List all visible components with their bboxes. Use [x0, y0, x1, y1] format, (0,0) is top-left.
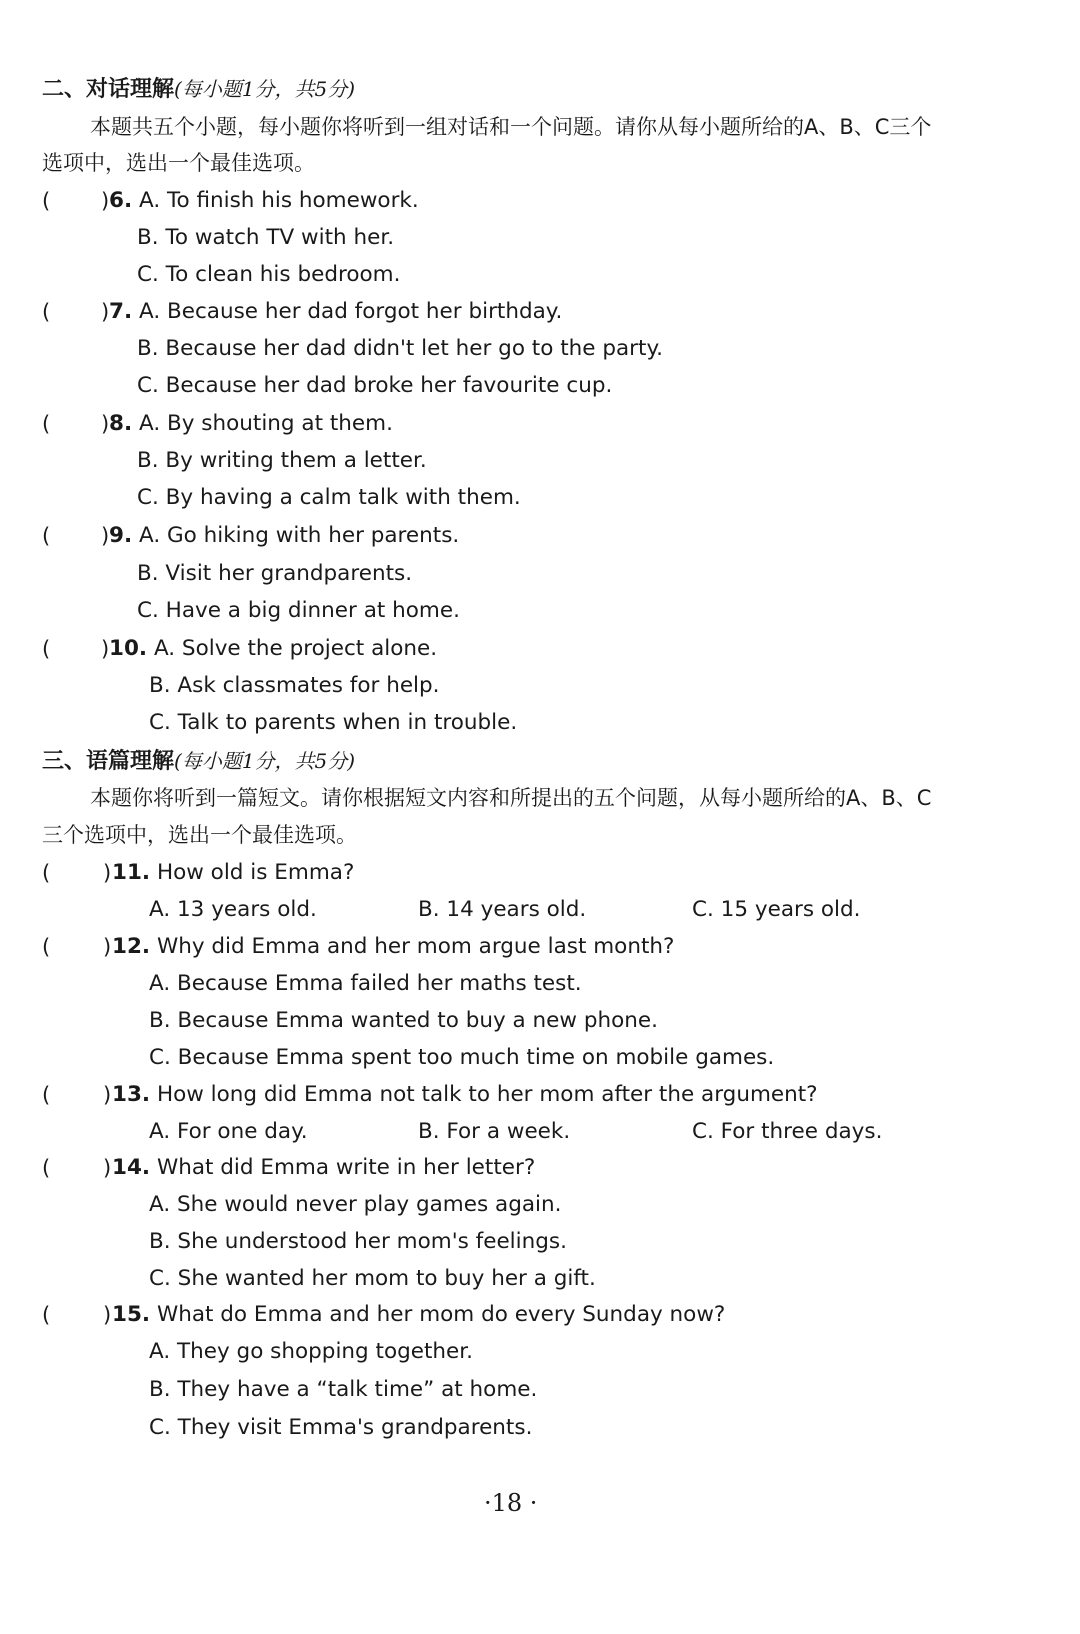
question-13-option-a: A. For one day. — [149, 1119, 308, 1144]
answer-blank-open: ( — [42, 300, 51, 324]
question-number: 10. — [109, 636, 148, 661]
question-number: 15. — [112, 1302, 151, 1327]
question-number: 9. — [109, 523, 133, 548]
question-14-stem — [112, 1153, 535, 1183]
question-number: 8. — [109, 411, 133, 436]
question-7-option-a — [109, 297, 562, 327]
answer-blank-close: ) — [101, 412, 110, 436]
question-13-option-c: C. For three days. — [692, 1119, 883, 1144]
section-2-instruction-line-2: 选项中，选出一个最佳选项。 — [42, 151, 315, 175]
question-number: 7. — [109, 299, 133, 324]
question-11-option-b: B. 14 years old. — [418, 897, 587, 922]
question-6-option-c: C. To clean his bedroom. — [137, 262, 401, 287]
question-number: 14. — [112, 1155, 151, 1180]
question-stem-text: What did Emma write in her letter? — [156, 1155, 536, 1180]
option-a-text: A. By shouting at them. — [138, 411, 393, 436]
section-3-instruction-line-2: 三个选项中，选出一个最佳选项。 — [42, 823, 357, 847]
question-11-option-c: C. 15 years old. — [692, 897, 861, 922]
answer-blank-close: ) — [103, 1303, 112, 1327]
question-stem-text: How long did Emma not talk to her mom after the argument? — [156, 1082, 818, 1107]
section-3-title — [42, 746, 355, 777]
answer-blank-close: ) — [103, 861, 112, 885]
section-3-score: (每小题1分，共5分) — [174, 749, 356, 773]
question-15-option-c: C. They visit Emma's grandparents. — [149, 1415, 533, 1440]
question-number: 11. — [112, 860, 151, 885]
answer-blank-close: ) — [101, 637, 110, 661]
question-14-option-b: B. She understood her mom's feelings. — [149, 1229, 567, 1254]
question-8-option-c: C. By having a calm talk with them. — [137, 485, 521, 510]
question-15-stem — [112, 1300, 725, 1330]
question-12-option-b: B. Because Emma wanted to buy a new phone. — [149, 1008, 658, 1033]
question-8-option-b: B. By writing them a letter. — [137, 448, 427, 473]
question-8-option-a — [109, 409, 393, 439]
question-10-option-a — [109, 634, 437, 664]
question-6-option-a — [109, 186, 419, 216]
answer-blank-close: ) — [103, 1156, 112, 1180]
option-a-text: A. Solve the project alone. — [153, 636, 438, 661]
answer-blank-open: ( — [42, 861, 51, 885]
answer-blank-open: ( — [42, 524, 51, 548]
question-13-stem — [112, 1080, 818, 1110]
section-2-title-text: 二、对话理解 — [42, 77, 175, 102]
question-6-option-b: B. To watch TV with her. — [137, 225, 395, 250]
question-10-option-c: C. Talk to parents when in trouble. — [149, 710, 518, 735]
option-a-text: A. To finish his homework. — [138, 188, 419, 213]
answer-blank-close: ) — [101, 189, 110, 213]
answer-blank-close: ) — [103, 935, 112, 959]
question-12-option-a: A. Because Emma failed her maths test. — [149, 971, 582, 996]
question-14-option-a: A. She would never play games again. — [149, 1192, 562, 1217]
question-number: 13. — [112, 1082, 151, 1107]
question-number: 12. — [112, 934, 151, 959]
question-11-option-a: A. 13 years old. — [149, 897, 317, 922]
question-11-stem — [112, 858, 354, 888]
option-a-text: A. Because her dad forgot her birthday. — [138, 299, 563, 324]
question-12-stem — [112, 932, 674, 962]
question-15-option-a: A. They go shopping together. — [149, 1339, 473, 1364]
page-number: ·18 · — [484, 1489, 538, 1517]
question-7-option-b: B. Because her dad didn't let her go to the party. — [137, 336, 663, 361]
answer-blank-close: ) — [101, 524, 110, 548]
option-a-text: A. Go hiking with her parents. — [138, 523, 460, 548]
answer-blank-open: ( — [42, 637, 51, 661]
question-12-option-c: C. Because Emma spent too much time on mobile games. — [149, 1045, 775, 1070]
answer-blank-open: ( — [42, 1156, 51, 1180]
answer-blank-open: ( — [42, 412, 51, 436]
question-9-option-b: B. Visit her grandparents. — [137, 561, 413, 586]
answer-blank-close: ) — [103, 1083, 112, 1107]
section-2-title — [42, 74, 355, 105]
answer-blank-close: ) — [101, 300, 110, 324]
question-14-option-c: C. She wanted her mom to buy her a gift. — [149, 1266, 596, 1291]
question-7-option-c: C. Because her dad broke her favourite cup. — [137, 373, 613, 398]
question-13-option-b: B. For a week. — [418, 1119, 571, 1144]
question-stem-text: What do Emma and her mom do every Sunday now? — [156, 1302, 726, 1327]
question-number: 6. — [109, 188, 133, 213]
question-15-option-b: B. They have a “talk time” at home. — [149, 1377, 538, 1402]
answer-blank-open: ( — [42, 1303, 51, 1327]
question-9-option-a — [109, 521, 459, 551]
section-3-instruction-line-1: 本题你将听到一篇短文。请你根据短文内容和所提出的五个问题，从每小题所给的A、B、C — [90, 786, 932, 810]
answer-blank-open: ( — [42, 189, 51, 213]
answer-blank-open: ( — [42, 935, 51, 959]
section-2-instruction-line-1: 本题共五个小题，每小题你将听到一组对话和一个问题。请你从每小题所给的A、B、C三个 — [90, 115, 932, 139]
section-3-title-text: 三、语篇理解 — [42, 749, 175, 774]
question-stem-text: Why did Emma and her mom argue last month? — [156, 934, 675, 959]
question-9-option-c: C. Have a big dinner at home. — [137, 598, 460, 623]
answer-blank-open: ( — [42, 1083, 51, 1107]
question-stem-text: How old is Emma? — [156, 860, 355, 885]
section-2-score: (每小题1分，共5分) — [174, 77, 356, 101]
question-10-option-b: B. Ask classmates for help. — [149, 673, 440, 698]
